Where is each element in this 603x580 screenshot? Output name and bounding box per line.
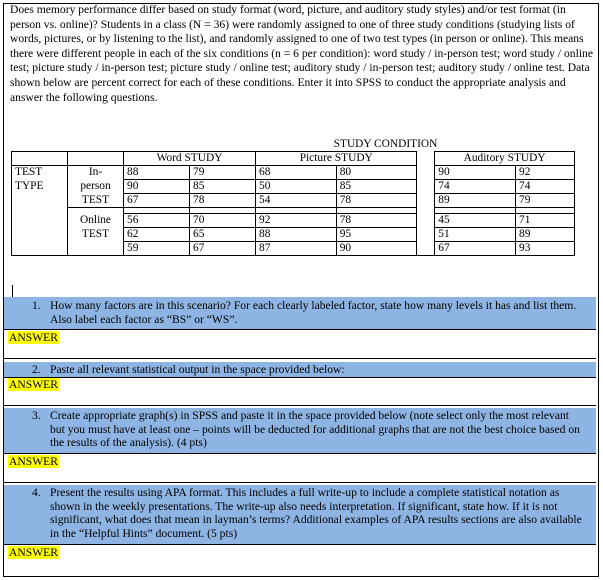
question-4-text: Present the results using APA format. This includes a full write-up to include a complete statistical notation as shown in the weekly presentations. The write-up also needs interpretation. If significant, state how. If it is not significant, what does that mean in layman’s terms? Additional examples of APA results sections are also available in the “Helpful Hints” document. (5 pts) bbox=[50, 486, 582, 540]
divider bbox=[4, 453, 596, 454]
question-3 bbox=[4, 408, 596, 453]
online-label-1: Online bbox=[68, 214, 124, 228]
question-2-number: 2. bbox=[32, 363, 41, 376]
cell: 74 bbox=[435, 180, 516, 194]
divider bbox=[4, 329, 596, 330]
cell: 79 bbox=[190, 166, 256, 180]
cell: 78 bbox=[336, 194, 417, 208]
study-condition-header: STUDY CONDITION bbox=[333, 138, 438, 150]
cell: 85 bbox=[336, 180, 417, 194]
cell: 68 bbox=[256, 166, 337, 180]
cell: 90 bbox=[124, 180, 190, 194]
cell: 67 bbox=[435, 242, 516, 256]
answer-2-label[interactable]: ANSWER bbox=[9, 378, 58, 391]
divider bbox=[4, 482, 596, 483]
cell: 78 bbox=[336, 214, 417, 228]
cell: 90 bbox=[435, 166, 516, 180]
divider bbox=[4, 377, 596, 378]
answer-1-label[interactable]: ANSWER bbox=[9, 331, 58, 344]
picture-study-header: Picture STUDY bbox=[256, 152, 417, 166]
cell: 50 bbox=[256, 180, 337, 194]
cell: 90 bbox=[336, 242, 417, 256]
online-label-2: TEST bbox=[68, 228, 124, 242]
test-type-label-1: TEST bbox=[12, 166, 68, 180]
in-person-label-2: person bbox=[68, 180, 124, 194]
cell: 80 bbox=[336, 166, 417, 180]
cell: 45 bbox=[435, 214, 516, 228]
cell: 88 bbox=[256, 228, 337, 242]
cell: 93 bbox=[516, 242, 575, 256]
cell: 92 bbox=[516, 166, 575, 180]
cell: 74 bbox=[516, 180, 575, 194]
question-2-text: Paste all relevant statistical output in the space provided below: bbox=[50, 363, 345, 376]
question-4 bbox=[4, 485, 596, 544]
cell: 87 bbox=[256, 242, 337, 256]
cell: 56 bbox=[124, 214, 190, 228]
cell: 95 bbox=[336, 228, 417, 242]
in-person-label-1: In- bbox=[68, 166, 124, 180]
cell: 59 bbox=[124, 242, 190, 256]
divider bbox=[4, 544, 596, 545]
question-3-number: 3. bbox=[32, 409, 41, 422]
cell: 78 bbox=[190, 194, 256, 208]
cell: 89 bbox=[435, 194, 516, 208]
test-type-label-2: TYPE bbox=[12, 180, 68, 194]
data-table bbox=[11, 138, 575, 256]
cell: 71 bbox=[516, 214, 575, 228]
cell: 89 bbox=[516, 228, 575, 242]
question-4-number: 4. bbox=[32, 486, 41, 499]
cell: 67 bbox=[190, 242, 256, 256]
question-1-number: 1. bbox=[32, 299, 41, 312]
cell: 65 bbox=[190, 228, 256, 242]
question-2 bbox=[4, 362, 596, 377]
cell: 62 bbox=[124, 228, 190, 242]
cell: 54 bbox=[256, 194, 337, 208]
answer-3-label[interactable]: ANSWER bbox=[9, 455, 58, 468]
cell: 85 bbox=[190, 180, 256, 194]
question-3-text: Create appropriate graph(s) in SPSS and paste it in the space provided below (note select only the most relevant but you must have at least one – points will be deducted for additional graphs that are not the best choice based on the results of the analysis). (4 pts) bbox=[50, 409, 580, 449]
cell: 88 bbox=[124, 166, 190, 180]
cell: 92 bbox=[256, 214, 337, 228]
cell: 67 bbox=[124, 194, 190, 208]
cell: 70 bbox=[190, 214, 256, 228]
answer-4-label[interactable]: ANSWER bbox=[9, 546, 58, 559]
question-1-text: How many factors are in this scenario? For each clearly labeled factor, state how many levels it has and list them. Also label each factor as “BS” or “WS”. bbox=[50, 299, 577, 326]
divider bbox=[4, 358, 596, 359]
auditory-study-header: Auditory STUDY bbox=[435, 152, 575, 166]
divider bbox=[4, 405, 596, 406]
intro-paragraph: Does memory performance differ based on study format (word, picture, and auditory study styles) and/or test format (in person vs. online)? Students in a class (N = 36) were randomly assigned to one of three study conditions (studying lists of words, pictures, or by listening to the list), and randomly assigned to one of two test types (in person or online). This means there were different people in each of the six conditions (n = 6 per condition): word study / in-person test; word study / online test; picture study / in-person test; picture study / online test; auditory study / in-person test; auditory study / online test. Data shown below are percent correct for each of these conditions. Enter it into SPSS to conduct the appropriate analysis and answer the following questions. bbox=[10, 3, 593, 104]
cell: 51 bbox=[435, 228, 516, 242]
in-person-label-3: TEST bbox=[68, 194, 124, 208]
question-1 bbox=[4, 297, 596, 329]
word-study-header: Word STUDY bbox=[124, 152, 256, 166]
cell: 79 bbox=[516, 194, 575, 208]
